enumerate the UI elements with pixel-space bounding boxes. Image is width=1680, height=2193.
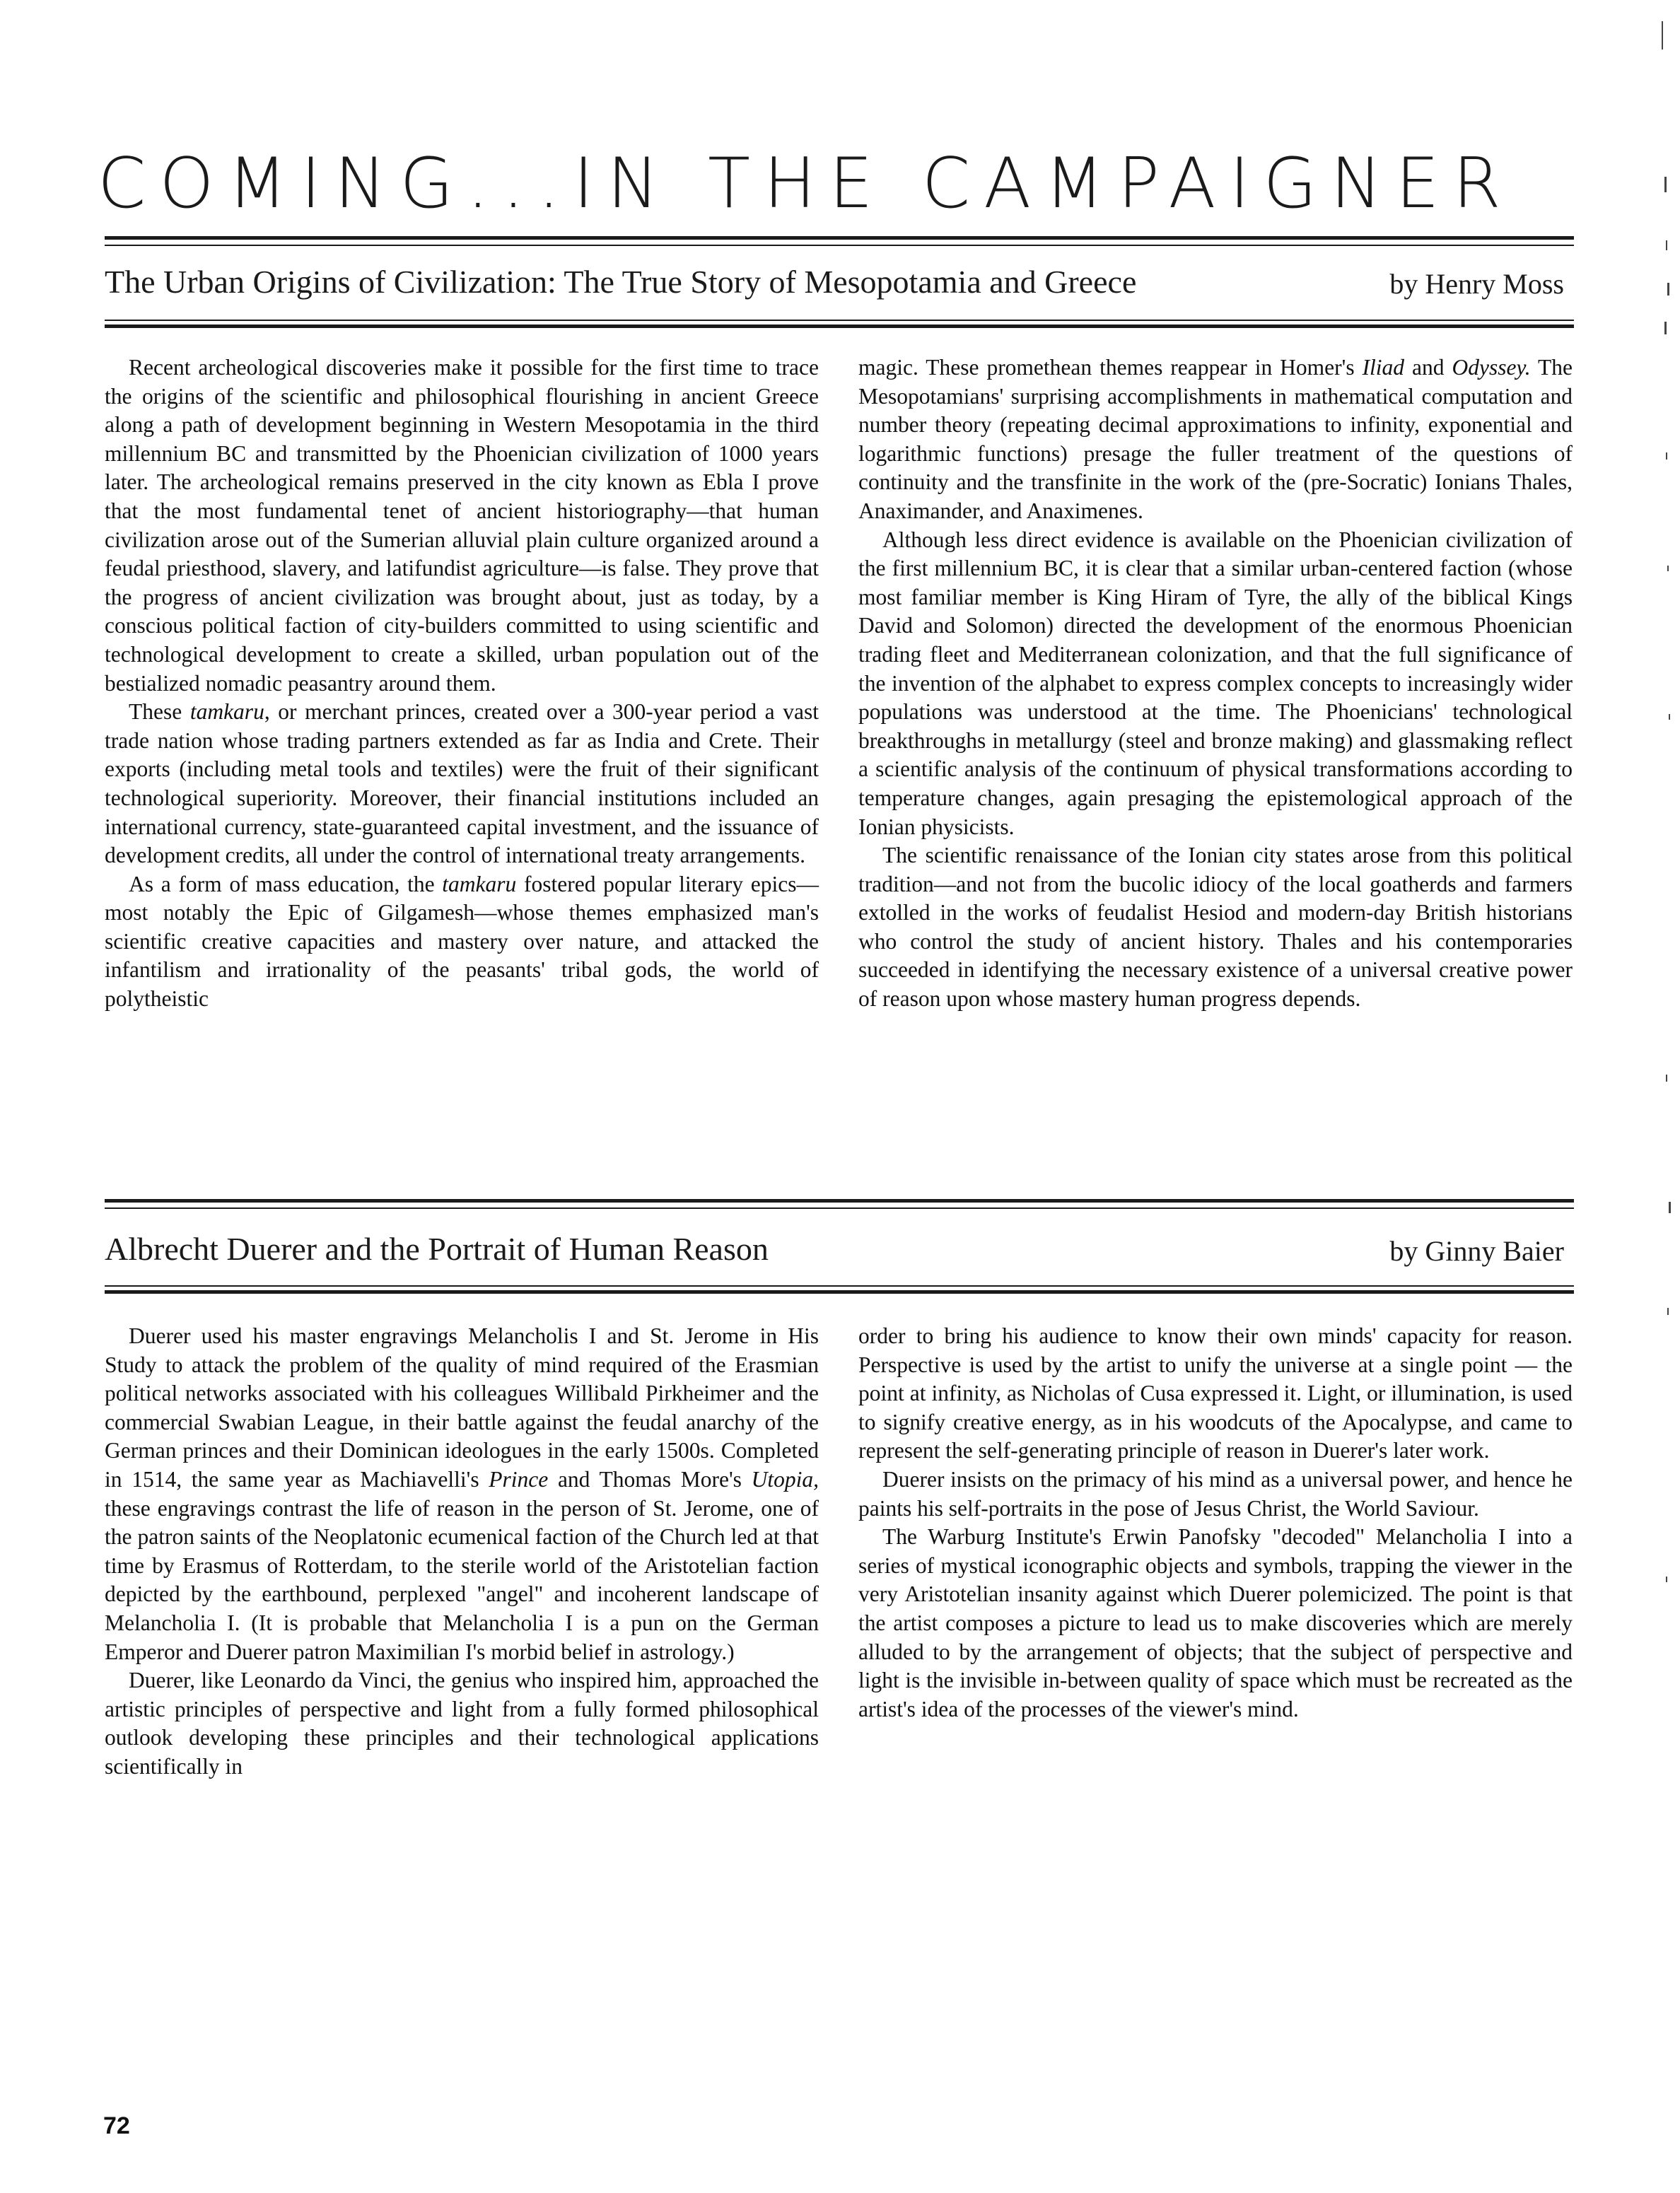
term-tamkaru: tamkaru — [189, 699, 264, 725]
article1-byline: by Henry Moss — [1389, 268, 1564, 300]
page-title: COMING...IN THE CAMPAIGNER — [98, 144, 1515, 224]
section-rule-thin — [105, 1207, 1574, 1209]
article1-title: The Urban Origins of Civilization: The True Story of Mesopotamia and Greece — [105, 264, 1137, 300]
paragraph: The scientific renaissance of the Ionian city states arose from this political tradition—and not from the bucolic idiocy of the local goatherds and farmers extolled in the works of feudalist Hesiod and modern-day British historians who control the study of ancient history. Thales and his contemporaries succeeded in identifying the necessary existence of a universal creative power of reason upon whose mastery human progress depends. — [858, 843, 1573, 1012]
section-rule-thick — [105, 1199, 1574, 1203]
paragraph: Although less direct evidence is available on the Phoenician civilization of the first millennium BC, it is clear that a similar urban-centered faction (whose most familiar member is King Hiram of Tyre, the ally of the biblical Kings David and Solomon) directed the development of the enormous Phoenician trading fleet and Mediterranean colonization, and that the full significance of the invention of the alphabet to express complex concepts to increasingly wider populations was understood at the time. The Phoenicians' technological breakthroughs in metallurgy (steel and bronze making) and glassmaking reflect a scientific analysis of the continuum of physical transformations according to temperature changes, again presaging the epistemological approach of the Ionian physicists. — [858, 527, 1573, 839]
title-iliad: Iliad — [1362, 355, 1405, 380]
paragraph: Duerer used his master engravings Melancholis I and St. Jerome in His Study to attack the problem of the quality of mind required of the Erasmian political networks associated with his colleagues Willibald Pirkheimer and the commercial Swabian League, in their battle against the feudal anarchy of the German princes and their Dominican ideologues in the early 1500s. Completed in 1514, the same year as Machiavelli's Prince and Thomas More's Utopia, these engravings contrast the life of reason in the person of St. Jerome, one of the patron saints of the Neoplatonic ecumenical faction of the Church led at that time by Erasmus of Rotterdam, to the sterile world of the Aristotelian faction depicted by the earthbound, perplexed "angel" and incoherent landscape of Melancholia I. (It is probable that Melancholia I is a pun on the German Emperor and Duerer patron Maximilian I's morbid belief in astrology.) — [105, 1323, 819, 1664]
article2-title: Albrecht Duerer and the Portrait of Human Reason — [105, 1231, 769, 1267]
article2-rule-thin — [105, 1285, 1574, 1287]
paragraph: Recent archeological discoveries make it possible for the first time to trace the origins of the scientific and philosophical flourishing in ancient Greece along a path of development beginning in Western Mesopotamia in the third millennium BC and transmitted by the Phoenician civilization of 1000 years later. The archeological remains preserved in the city known as Ebla I prove that the most fundamental tenet of ancient historiography—that human civilization arose out of the Sumerian alluvial plain culture organized around a feudal priesthood, slavery, and latifundist agriculture—is false. They prove that the progress of ancient civilization was brought about, just as today, by a conscious political faction of city-builders committed to using scientific and technological development to create a skilled, urban population out of the bestialized nomadic peasantry around them. — [105, 355, 819, 696]
article2-left-column — [105, 1322, 819, 1782]
title-rule-thick — [105, 236, 1574, 240]
paragraph: The Warburg Institute's Erwin Panofsky "decoded" Melancholia I into a series of mystical iconographic objects and symbols, trapping the viewer in the very Aristotelian insanity against which Duerer polemicized. The point is that the artist composes a picture to lead us to make discoveries which are merely alluded to by the arrangement of objects; that the subject of perspective and light is the invisible in-between quality of space which must be recreated as the artist's idea of the processes of the viewer's mind. — [858, 1524, 1573, 1721]
paragraph: order to bring his audience to know their own minds' capacity for reason. Perspective is used by the artist to unify the universe at a single point — the point at infinity, as Nicholas of Cusa expressed it. Light, or illumination, is used to signify creative energy, as in his woodcuts of the Apocalypse, and came to represent the self-generating principle of reason in Duerer's later work. — [858, 1323, 1573, 1463]
title-rule-thin — [105, 245, 1574, 246]
article1-right-column — [858, 353, 1573, 1014]
article1-heading — [105, 263, 1574, 305]
paragraph: magic. These promethean themes reappear in Homer's Iliad and Odyssey. The Mesopotamians' surprising accomplishments in mathematical computation and number theory (repeating decimal approximations to infinity, exponential and logarithmic functions) presage the fuller treatment of the questions of continuity and the transfinite in the work of the (pre-Socratic) Ionians Thales, Anaximander, and Anaximenes. — [858, 355, 1573, 523]
article2-byline: by Ginny Baier — [1389, 1235, 1564, 1267]
page-number: 72 — [103, 2112, 130, 2139]
paragraph: As a form of mass education, the tamkaru fostered popular literary epics—most notably the Epic of Gilgamesh—whose themes emphasized man's scientific creative capacities and mastery over nature, and attacked the infantilism and irrationality of the peasants' tribal gods, the world of polytheistic — [105, 871, 819, 1012]
paragraph: Duerer, like Leonardo da Vinci, the genius who inspired him, approached the artistic principles of perspective and light from a fully formed philosophical outlook developing these principles and their technological applications scientifically in — [105, 1668, 819, 1779]
paragraph: These tamkaru, or merchant princes, created over a 300-year period a vast trade nation whose trading partners extended as far as India and Crete. Their exports (including metal tools and textiles) were the fruit of their significant technological superiority. Moreover, their financial institutions included an international currency, state-guaranteed capital investment, and the issuance of development credits, all under the control of international treaty arrangements. — [105, 699, 819, 868]
article1-rule-thick — [105, 324, 1574, 328]
term-tamkaru: tamkaru — [442, 871, 517, 896]
article1-left-column — [105, 353, 819, 1014]
title-prince: Prince — [489, 1466, 549, 1492]
article2-heading — [105, 1230, 1574, 1273]
title-odyssey: Odyssey. — [1452, 355, 1531, 380]
scan-edge-marks — [1652, 0, 1680, 2193]
paragraph: Duerer insists on the primacy of his mind as a universal power, and hence he paints his self-portraits in the pose of Jesus Christ, the World Saviour. — [858, 1466, 1573, 1521]
article2-right-column — [858, 1322, 1573, 1724]
article1-rule-thin — [105, 320, 1574, 321]
article2-rule-thick — [105, 1290, 1574, 1294]
title-utopia: Utopia, — [751, 1466, 819, 1492]
